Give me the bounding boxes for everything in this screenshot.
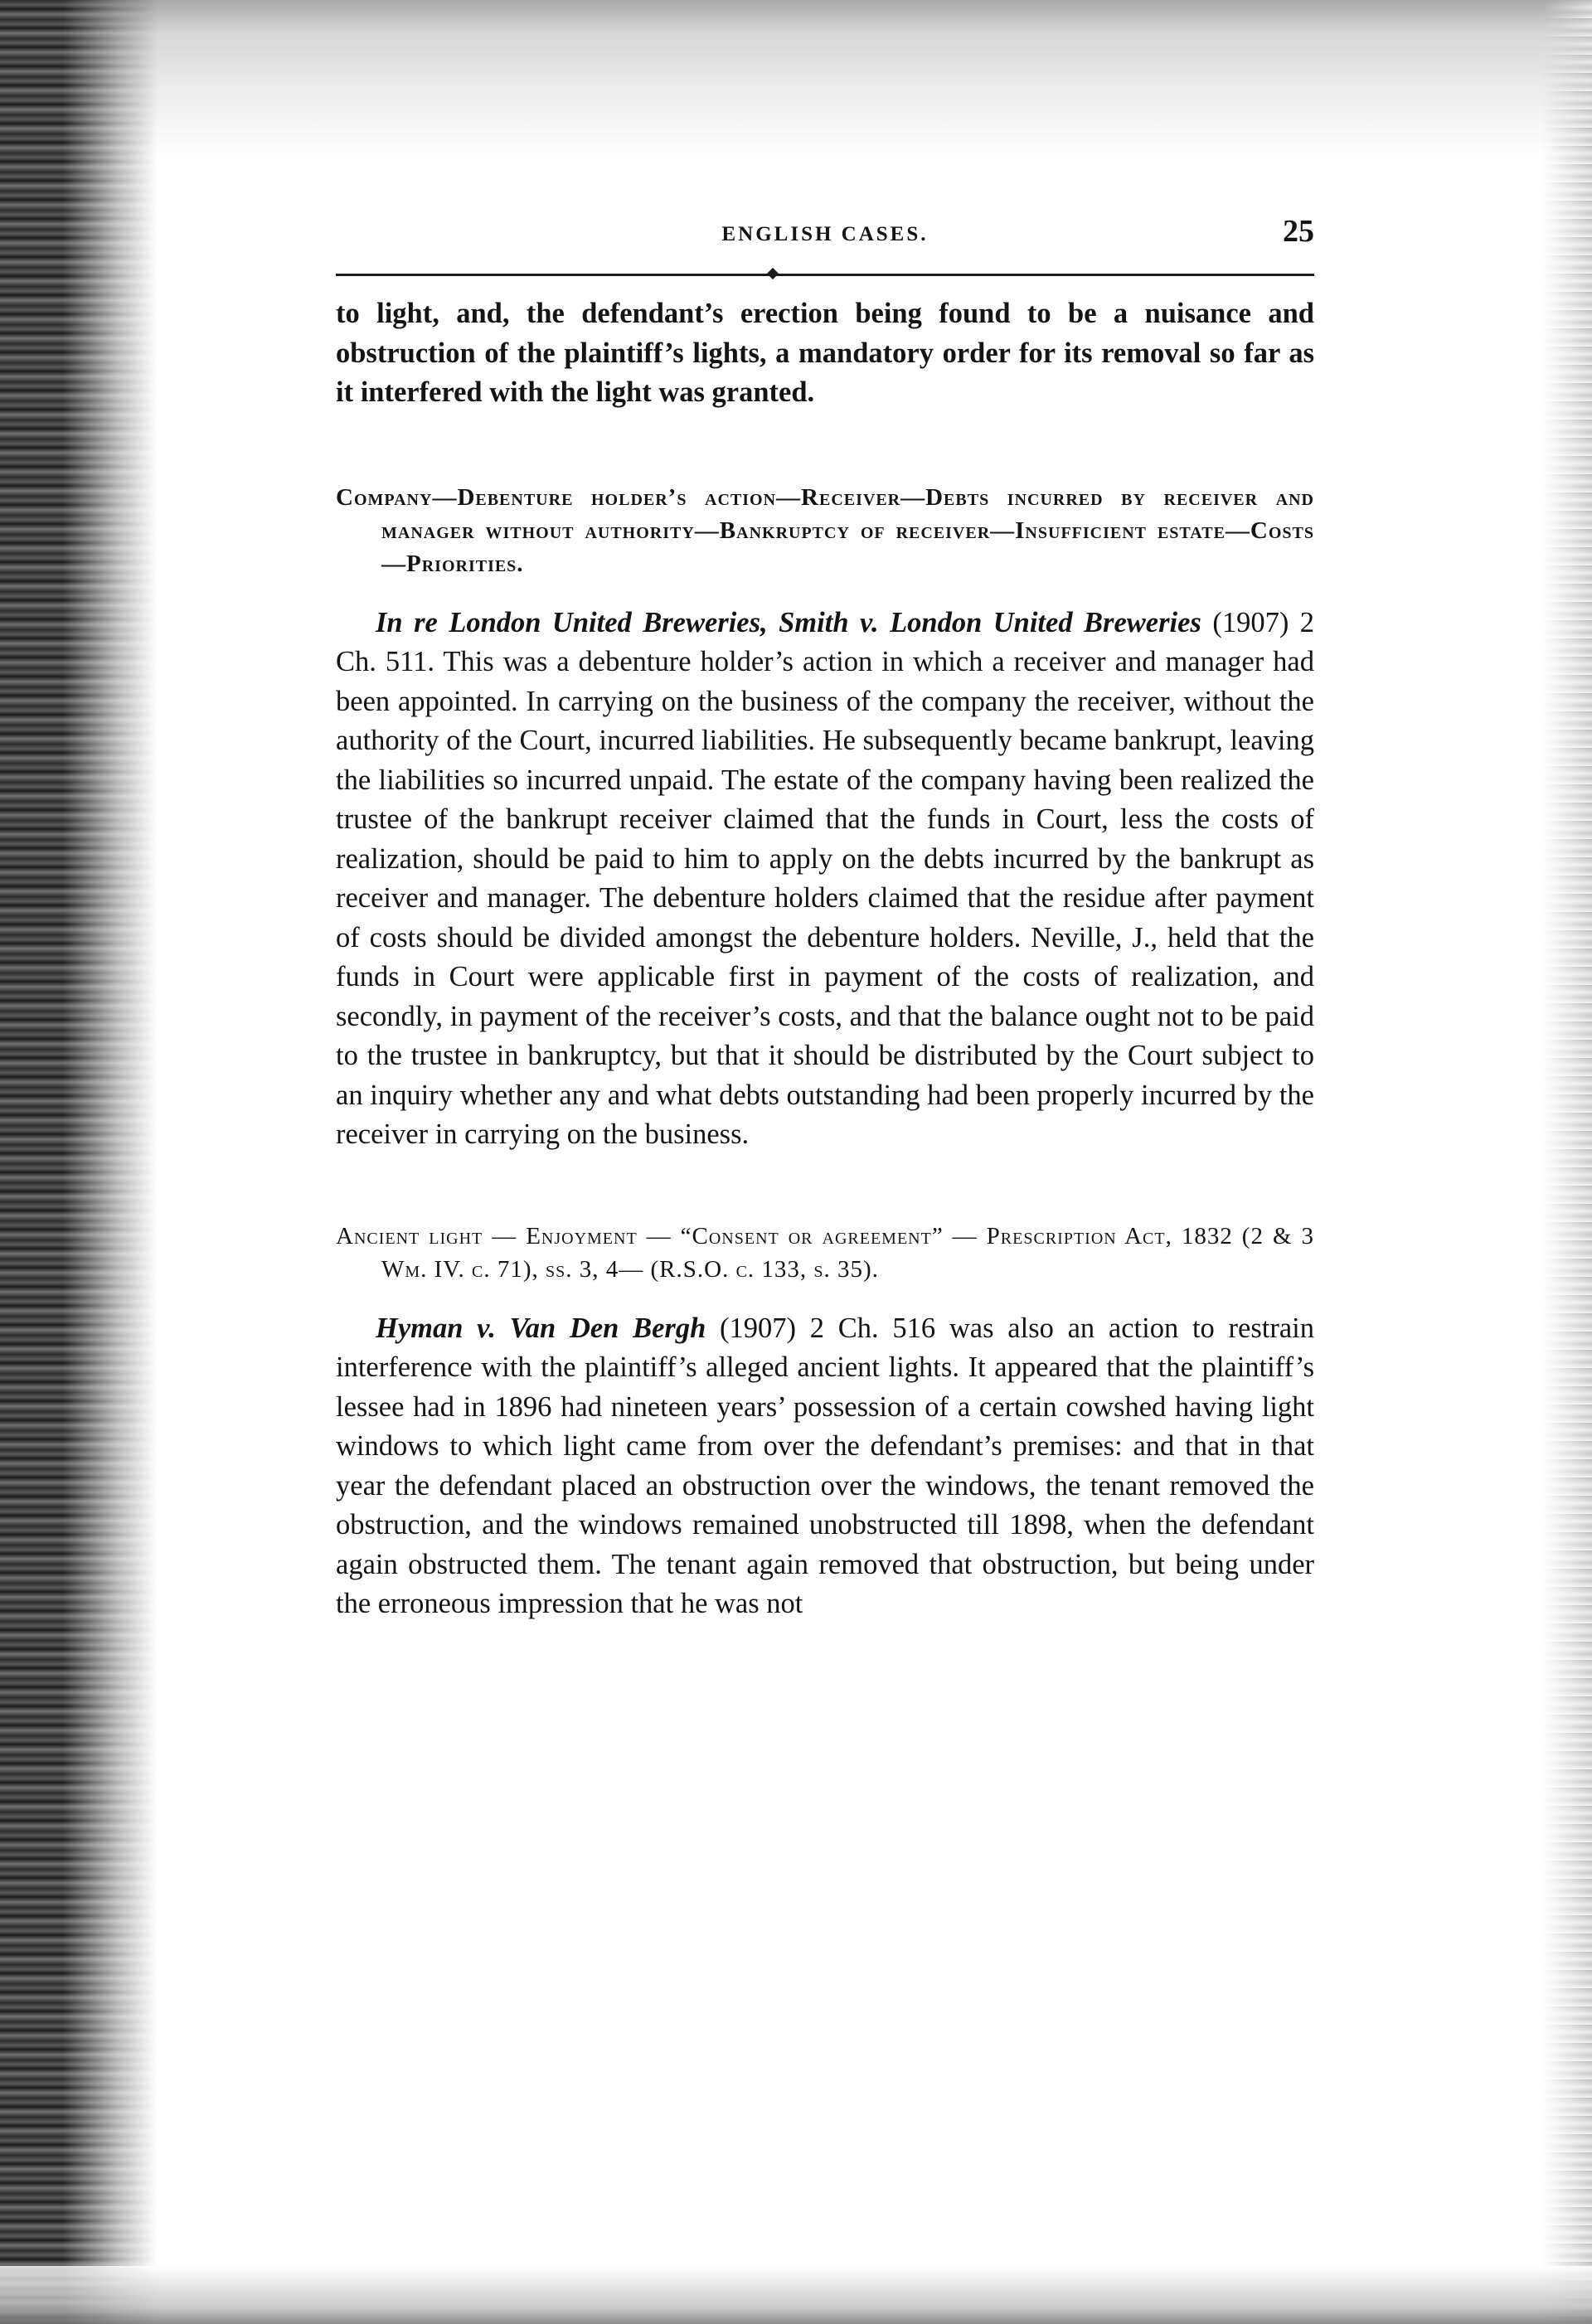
section1-paragraph bbox=[336, 604, 1314, 1155]
section2-headnote: Ancient light — Enjoyment — “Consent or agreement” — Prescription Act, 1832 (2 & 3 Wm. IV. c. 71), ss. 3, 4— (R.S.O. c. 133, s. 35). bbox=[336, 1222, 1314, 1283]
scan-edge-bottom bbox=[0, 2266, 1592, 2324]
scan-edge-left bbox=[0, 0, 158, 2324]
section1-case-name: In re London United Breweries, Smith v. London United Breweries bbox=[376, 606, 1201, 638]
header-rule-ornament bbox=[767, 268, 779, 279]
page-number: 25 bbox=[1283, 214, 1314, 249]
running-head bbox=[336, 211, 1314, 261]
scan-edge-right bbox=[1542, 0, 1592, 2324]
header-rule bbox=[336, 271, 1314, 278]
running-title: ENGLISH CASES. bbox=[721, 223, 929, 245]
book-page bbox=[336, 211, 1314, 1624]
section1-body: (1907) 2 Ch. 511. This was a debenture holder’s action in which a receiver and manager had been appointed. In carrying on the business of the company the receiver, without the authority of the Court, incurred liabilities. He subsequently became bankrupt, leaving the liabilities so incurred unpaid. The estate of the company having been realized the trustee of the bankrupt receiver claimed that the funds in Court, less the costs of realization, should be paid to him to apply on the debts incurred by the bankrupt as receiver and manager. The debenture holders claimed that the residue after payment of costs should be divided amongst the debenture holders. Neville, J., held that the funds in Court were applicable first in payment of the costs of realization, and secondly, in payment of the receiver’s costs, and that the balance ought not to be paid to the trustee in bankruptcy, but that it should be distributed by the Court subject to an inquiry whether any and what debts outstanding had been properly incurred by the receiver in carrying on the business. bbox=[336, 606, 1315, 1150]
section2-case-name: Hyman v. Van Den Bergh bbox=[376, 1312, 706, 1344]
header-rule-line bbox=[336, 274, 1314, 276]
section2-body: (1907) 2 Ch. 516 was also an action to restrain interference with the plaintiff’s alleged ancient lights. It appeared that the plaintiff’s lessee had in 1896 had nineteen years’ possession of a certain cowshed having light windows to which light came from over the defendant’s premises: and that in that year the defendant placed an obstruction over the windows, the tenant removed the obstruction, and the windows remained unobstructed till 1898, when the defendant again obstructed them. The tenant again removed that obstruction, but being under the erroneous impression that he was not bbox=[336, 1312, 1314, 1619]
opening-paragraph: to light, and, the defendant’s erection being found to be a nuisance and obstruction of the plaintiff’s lights, a mandatory order for its removal so far as it interfered with the light was granted. bbox=[336, 298, 1314, 408]
scan-edge-top bbox=[0, 0, 1592, 158]
section2-paragraph bbox=[336, 1309, 1314, 1624]
section1-headnote: Company—Debenture holder’s action—Receiver—Debts incurred by receiver and manager without authority—Bankruptcy of receiver—Insufficient estate—Costs—Priorities. bbox=[336, 483, 1314, 577]
